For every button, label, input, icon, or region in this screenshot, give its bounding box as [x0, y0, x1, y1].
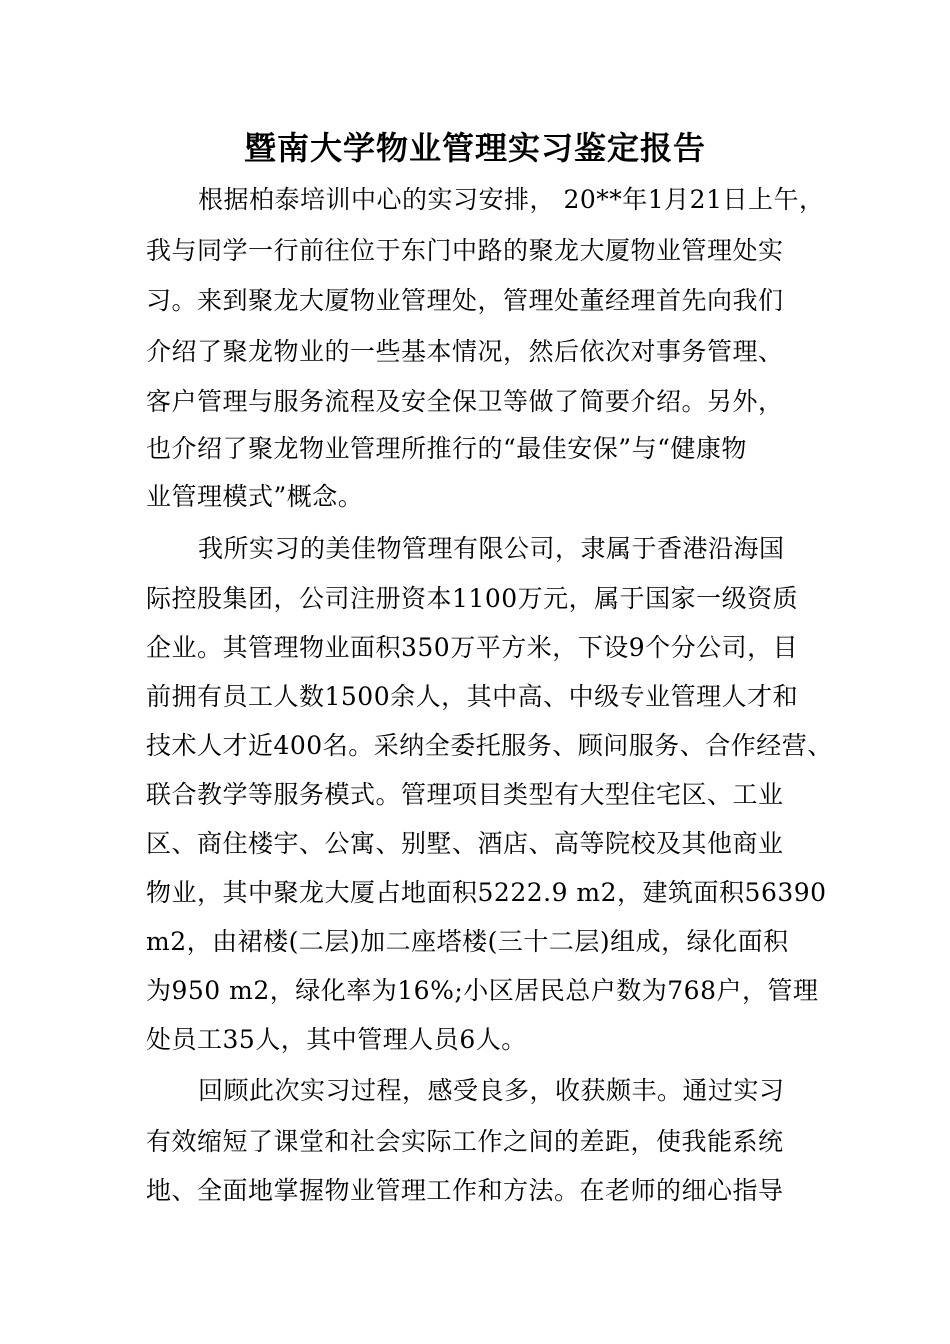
paragraph-2-line-6: 联合教学等服务模式。管理项目类型有大型住宅区、工业 [146, 780, 784, 809]
paragraph-1-line-2: 我与同学一行前往位于东门中路的聚龙大厦物业管理处实 [146, 236, 784, 265]
paragraph-3-line-2: 有效缩短了课堂和社会实际工作之间的差距，使我能系统 [146, 1127, 784, 1156]
paragraph-2-line-3: 企业。其管理物业面积350万平方米，下设9个分公司，目 [146, 633, 799, 662]
paragraph-2-line-1: 我所实习的美佳物管理有限公司，隶属于香港沿海国 [198, 534, 785, 563]
paragraph-2-line-9: m2，由裙楼(二层)加二座塔楼(三十二层)组成，绿化面积 [146, 927, 789, 956]
paragraph-2-line-5: 技术人才近400名。采纳全委托服务、顾问服务、合作经营、 [146, 731, 833, 760]
paragraph-2-line-2: 际控股集团，公司注册资本1100万元，属于国家一级资质 [146, 584, 799, 613]
paragraph-3-line-3: 地、全面地掌握物业管理工作和方法。在老师的细心指导 [146, 1176, 784, 1205]
paragraph-1-line-1: 根据柏泰培训中心的实习安排， 20**年1月21日上午， [198, 185, 825, 214]
paragraph-2-line-4: 前拥有员工人数1500余人，其中高、中级专业管理人才和 [146, 682, 799, 711]
paragraph-3-line-1: 回顾此次实习过程，感受良多，收获颇丰。通过实习 [198, 1076, 785, 1105]
paragraph-1-line-4: 介绍了聚龙物业的一些基本情况，然后依次对事务管理、 [146, 337, 784, 366]
paragraph-2-line-10: 为950 m2，绿化率为16%;小区居民总户数为768户，管理 [146, 976, 819, 1005]
paragraph-2-line-11: 处员工35人，其中管理人员6人。 [146, 1025, 527, 1054]
document-title: 暨南大学物业管理实习鉴定报告 [243, 129, 706, 167]
paragraph-1-line-3: 习。来到聚龙大厦物业管理处，管理处董经理首先向我们 [146, 286, 784, 315]
paragraph-1-line-5: 客户管理与服务流程及安全保卫等做了简要介绍。另外， [146, 387, 784, 416]
paragraph-1-line-6: 也介绍了聚龙物业管理所推行的“最佳安保”与“健康物 [146, 434, 747, 463]
paragraph-2-line-8: 物业，其中聚龙大厦占地面积5222.9 m2，建筑面积56390 [146, 878, 827, 907]
paragraph-2-line-7: 区、商住楼宇、公寓、别墅、酒店、高等院校及其他商业 [146, 829, 784, 858]
paragraph-1-line-7: 业管理模式”概念。 [146, 482, 364, 511]
